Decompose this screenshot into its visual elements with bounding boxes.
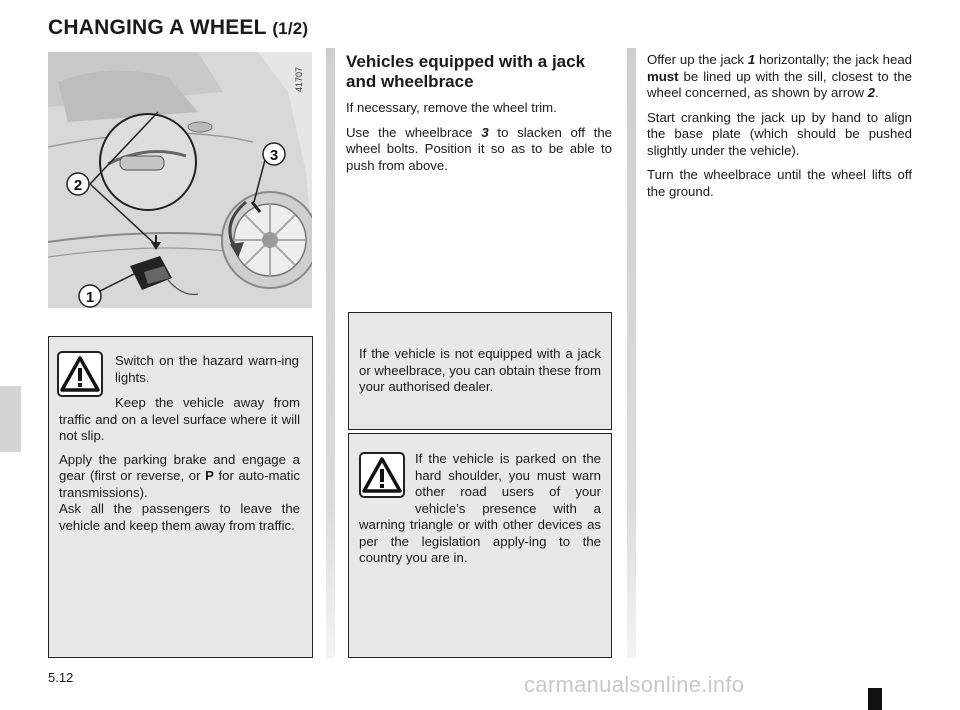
column-divider-left bbox=[326, 48, 335, 658]
column-instructions-2 bbox=[647, 52, 912, 208]
warning-box-body bbox=[59, 395, 300, 541]
page-corner-mark bbox=[868, 688, 882, 710]
warning-box-hazard bbox=[48, 336, 313, 658]
page-title-text: CHANGING A WHEEL bbox=[48, 16, 267, 39]
watermark: carmanualsonline.info bbox=[524, 672, 745, 697]
paragraph-turn-wheelbrace: Turn the wheelbrace until the wheel lifts off the ground. bbox=[647, 167, 912, 199]
callout-2: 2 bbox=[73, 177, 83, 194]
callout-1: 1 bbox=[85, 289, 95, 306]
paragraph-parking-brake: Apply the parking brake and engage a gear (first or reverse, or P for auto-matic transmissions). Ask all the passengers to leave the vehicle and keep them away from traffic. bbox=[59, 451, 300, 533]
car-jack-drawing bbox=[48, 52, 312, 308]
paragraph-remove-trim: If necessary, remove the wheel trim. bbox=[346, 100, 557, 115]
warning-triangle-icon bbox=[57, 351, 103, 397]
section-heading: Vehicles equipped with a jack and wheelbrace bbox=[346, 52, 586, 91]
column-divider-right bbox=[627, 48, 636, 658]
page-title-part: (1/2) bbox=[272, 19, 309, 38]
warning-box-hard-shoulder bbox=[348, 433, 612, 658]
hazard-lights-text: Switch on the hazard warn-ing lights. bbox=[115, 353, 299, 385]
callout-3: 3 bbox=[269, 147, 279, 164]
info-box-text: If the vehicle is not equipped with a jack or wheelbrace, you can obtain these from your authorised dealer. bbox=[359, 346, 601, 394]
warning-box-2-text: If the vehicle is parked on the hard shoulder, you must warn other road users of your vehicle’s presence with a warning triangle or with other devices as per the legislation apply-ing to the country you are in. bbox=[359, 451, 601, 565]
paragraph-crank-jack: Start cranking the jack up by hand to align the base plate (which should be pushed slightly under the vehicle). bbox=[647, 109, 912, 158]
info-box-dealer bbox=[348, 312, 612, 430]
page-number: 5.12 bbox=[48, 670, 74, 685]
page-title bbox=[48, 16, 308, 40]
car-jack-illustration bbox=[48, 52, 312, 308]
paragraph-wheelbrace: Use the wheelbrace 3 to slacken off the wheel bolts. Position it so as to be able to push from above. bbox=[346, 124, 612, 173]
paragraph-keep-away: Keep the vehicle away from traffic and on a level surface where it will not slip. bbox=[59, 395, 300, 443]
figure-ref-number: 41707 bbox=[294, 66, 304, 92]
paragraph-offer-jack: Offer up the jack 1 horizontally; the jack head must be lined up with the sill, closest to the wheel concerned, as shown by arrow 2. bbox=[647, 52, 912, 100]
section-tab bbox=[0, 386, 21, 452]
column-instructions-1 bbox=[346, 52, 612, 182]
